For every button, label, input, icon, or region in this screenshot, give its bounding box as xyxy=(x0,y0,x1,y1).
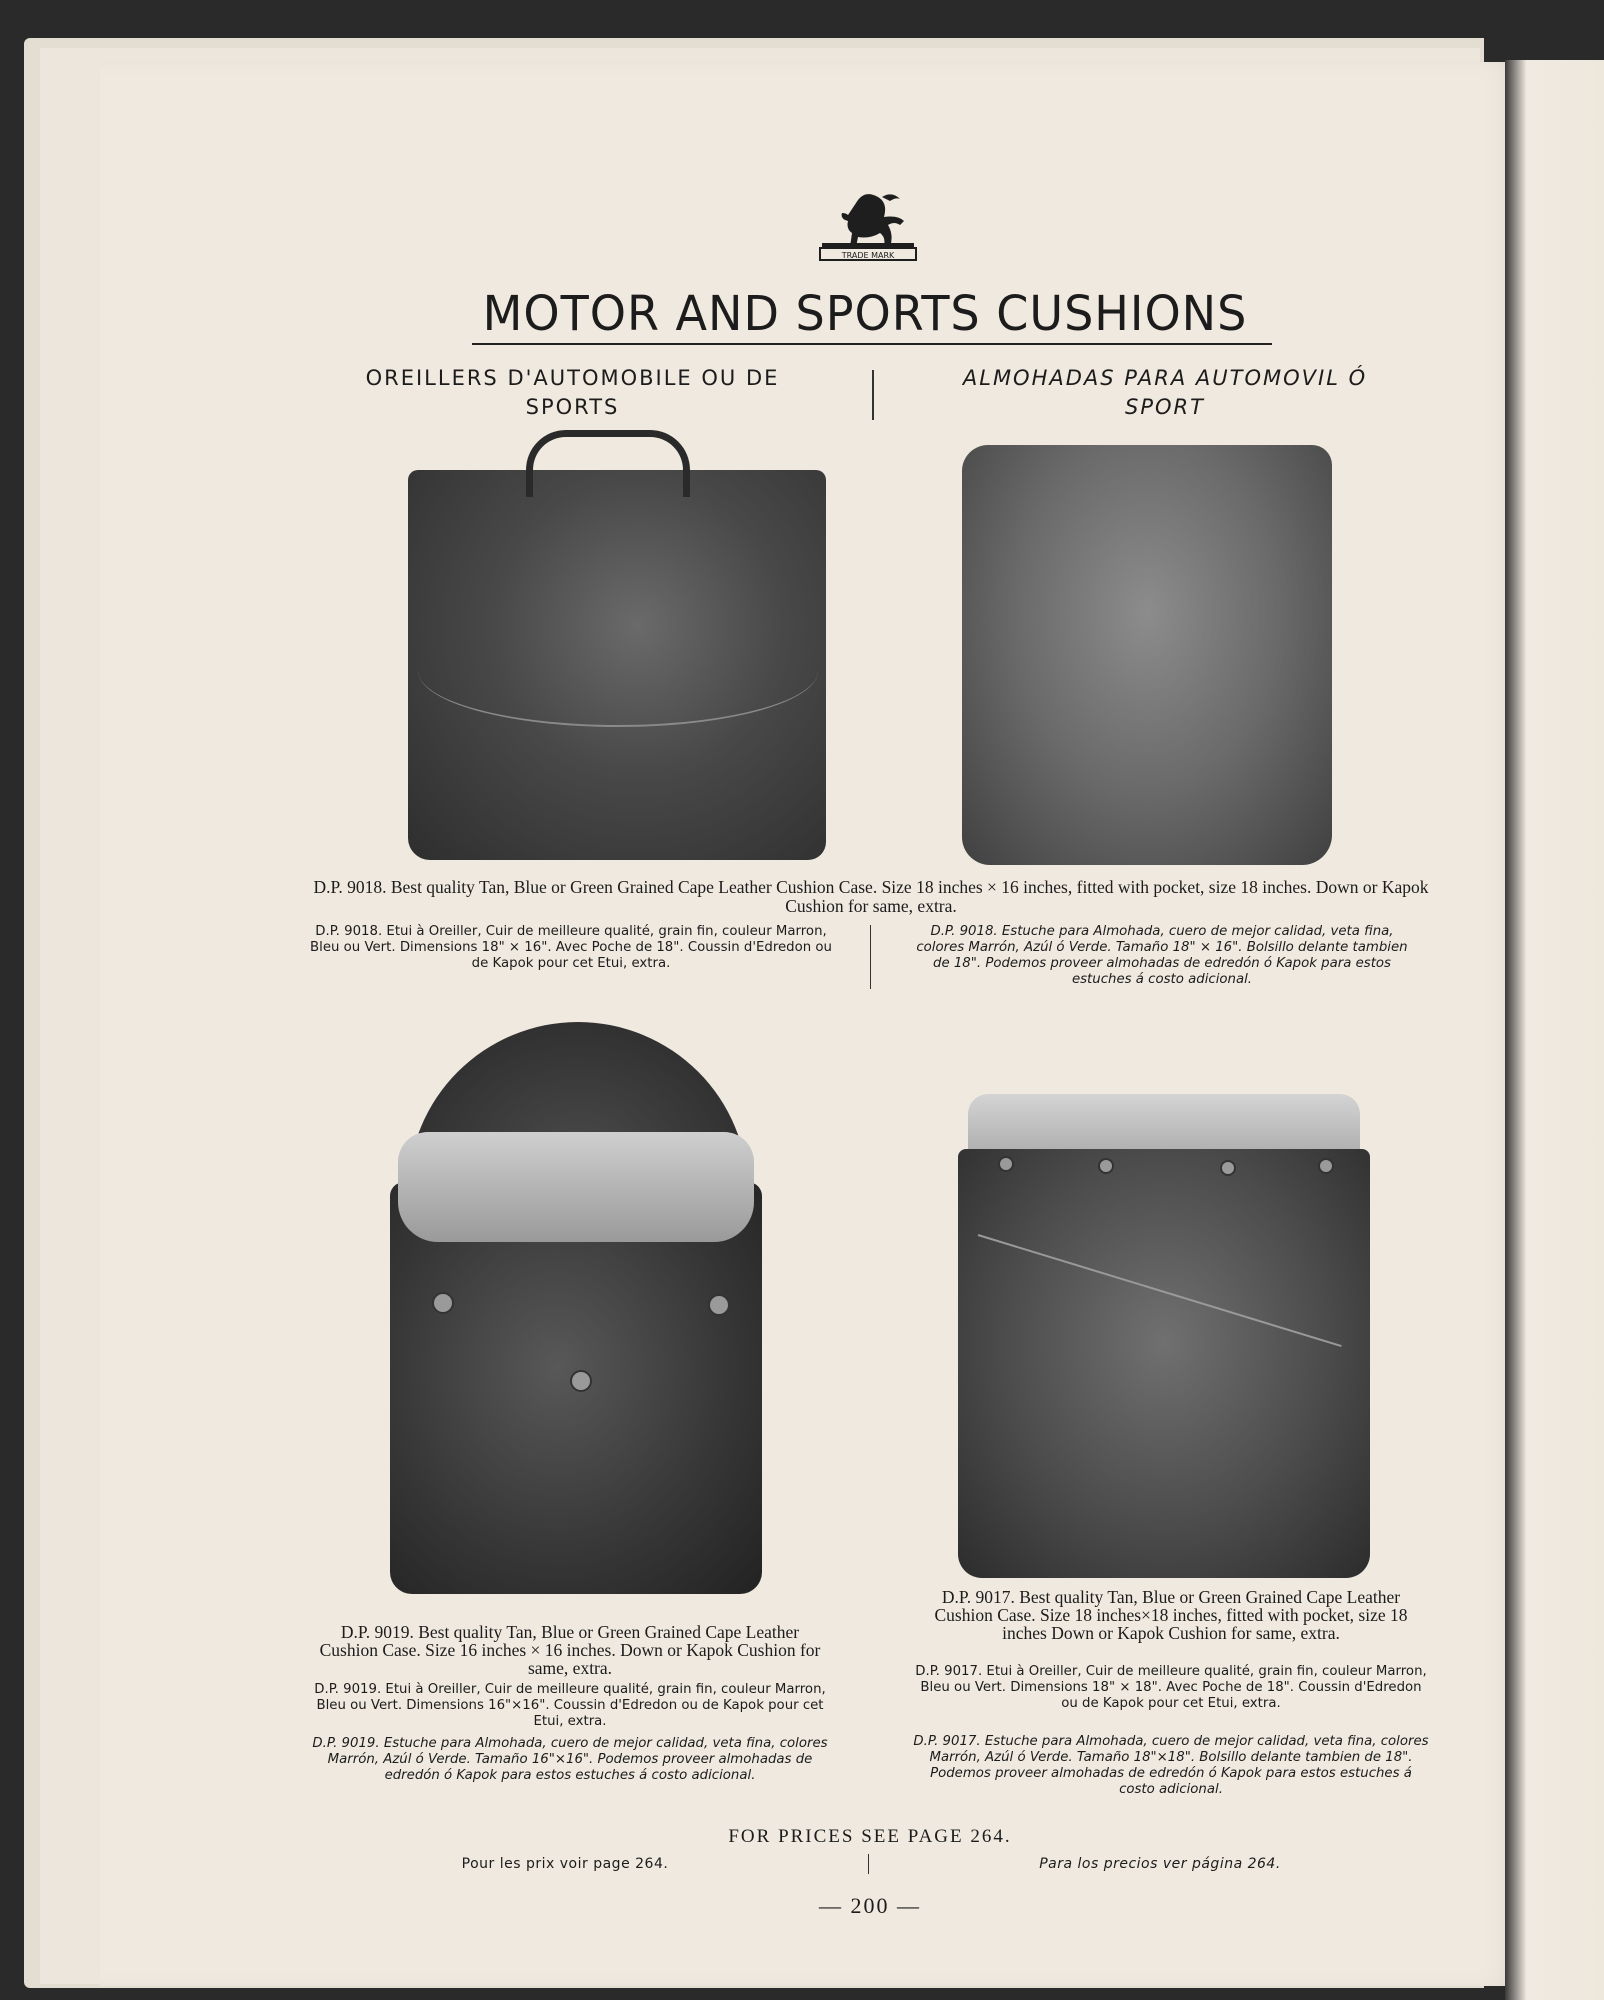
caption-9019-spanish: D.P. 9019. Estuche para Almohada, cuero de mejor calidad, veta fina, colores Marrón, Azúl ó Verde. Tamaño 16"×16". Podemos proveer almohadas de edredón ó Kapok para estos estuches á costo adicional. xyxy=(312,1736,828,1783)
snap-stud xyxy=(1318,1158,1334,1174)
subtitle-spanish: ALMOHADAS PARA AUTOMOVIL Ó SPORT xyxy=(962,366,1368,419)
caption-9017-french: D.P. 9017. Etui à Oreiller, Cuir de meilleure qualité, grain fin, couleur Marron, Bleu ou Vert. Dimensions 18" × 18". Avec Poche de 18". Coussin d'Edredon ou de Kapok pour cet Etui, extra. xyxy=(915,1664,1427,1711)
snap-stud xyxy=(570,1370,592,1392)
trademark-text: TRADE MARK xyxy=(841,251,895,260)
cushion-photo-9018 xyxy=(408,470,826,860)
caption-9019-french: D.P. 9019. Etui à Oreiller, Cuir de meilleure qualité, grain fin, couleur Marron, Bleu ou Vert. Dimensions 16"×16". Coussin d'Edredon ou de Kapok pour cet Etui, extra. xyxy=(314,1682,826,1729)
book-gutter xyxy=(1505,60,1604,2000)
caption-9018-spanish: D.P. 9018. Estuche para Almohada, cuero de mejor calidad, veta fina, colores Marrón, Azúl ó Verde. Tamaño 18" × 16". Bolsillo delante tambien de 18". Podemos proveer almohadas de edredón ó Kapok para estos estuches á costo adicional. xyxy=(916,924,1408,987)
snap-stud xyxy=(432,1292,454,1314)
cushion-photo-9019 xyxy=(390,1022,762,1594)
title-underline xyxy=(472,343,1272,345)
caption-9019-english: D.P. 9019. Best quality Tan, Blue or Green Grained Cape Leather Cushion Case. Size 16 inches × 16 inches. Down or Kapok Cushion for same, extra. xyxy=(319,1622,821,1678)
caption-9018-french: D.P. 9018. Etui à Oreiller, Cuir de meilleure qualité, grain fin, couleur Marron, Bleu ou Vert. Dimensions 18" × 16". Avec Poche de 18". Coussin d'Edredon ou de Kapok pour cet Etui, extra. xyxy=(310,924,832,971)
snap-stud xyxy=(1098,1158,1114,1174)
snap-stud xyxy=(998,1156,1014,1172)
lion-trademark-logo xyxy=(818,185,918,263)
caption-9017-english: D.P. 9017. Best quality Tan, Blue or Green Grained Cape Leather Cushion Case. Size 18 inches×18 inches, fitted with pocket, size 18 inches Down or Kapok Cushion for same, extra. xyxy=(934,1587,1408,1643)
subtitle-french: OREILLERS D'AUTOMOBILE OU DE SPORTS xyxy=(365,366,780,419)
prices-note: FOR PRICES SEE PAGE 264. xyxy=(728,1826,1012,1847)
page-title: MOTOR AND SPORTS CUSHIONS xyxy=(482,286,1248,342)
cushion-photo-9017 xyxy=(958,1094,1370,1578)
silk-cushion xyxy=(398,1132,754,1242)
snap-stud xyxy=(708,1294,730,1316)
cushion-photo-plain xyxy=(962,445,1332,865)
caption-divider xyxy=(870,925,871,989)
pocket-seam xyxy=(418,615,818,727)
prices-note-french: Pour les prix voir page 264. xyxy=(461,1856,669,1872)
case-body xyxy=(958,1149,1370,1578)
page-number: — 200 — xyxy=(819,1893,921,1918)
snap-stud xyxy=(1220,1160,1236,1176)
caption-9018-english: D.P. 9018. Best quality Tan, Blue or Green Grained Cape Leather Cushion Case. Size 18 inches × 16 inches, fitted with pocket, size 18 inches. Down or Kapok Cushion for same, extra. xyxy=(313,877,1429,916)
handle-strap xyxy=(526,430,690,497)
footer-divider xyxy=(868,1854,869,1874)
caption-9017-spanish: D.P. 9017. Estuche para Almohada, cuero de mejor calidad, veta fina, colores Marrón, Azúl ó Verde. Tamaño 18"×18". Bolsillo delante tambien de 18". Podemos proveer almohadas de edredón ó Kapok para estos estuches á costo adicional. xyxy=(913,1734,1429,1797)
subtitle-divider xyxy=(872,370,874,420)
prices-note-spanish: Para los precios ver página 264. xyxy=(1039,1856,1281,1872)
